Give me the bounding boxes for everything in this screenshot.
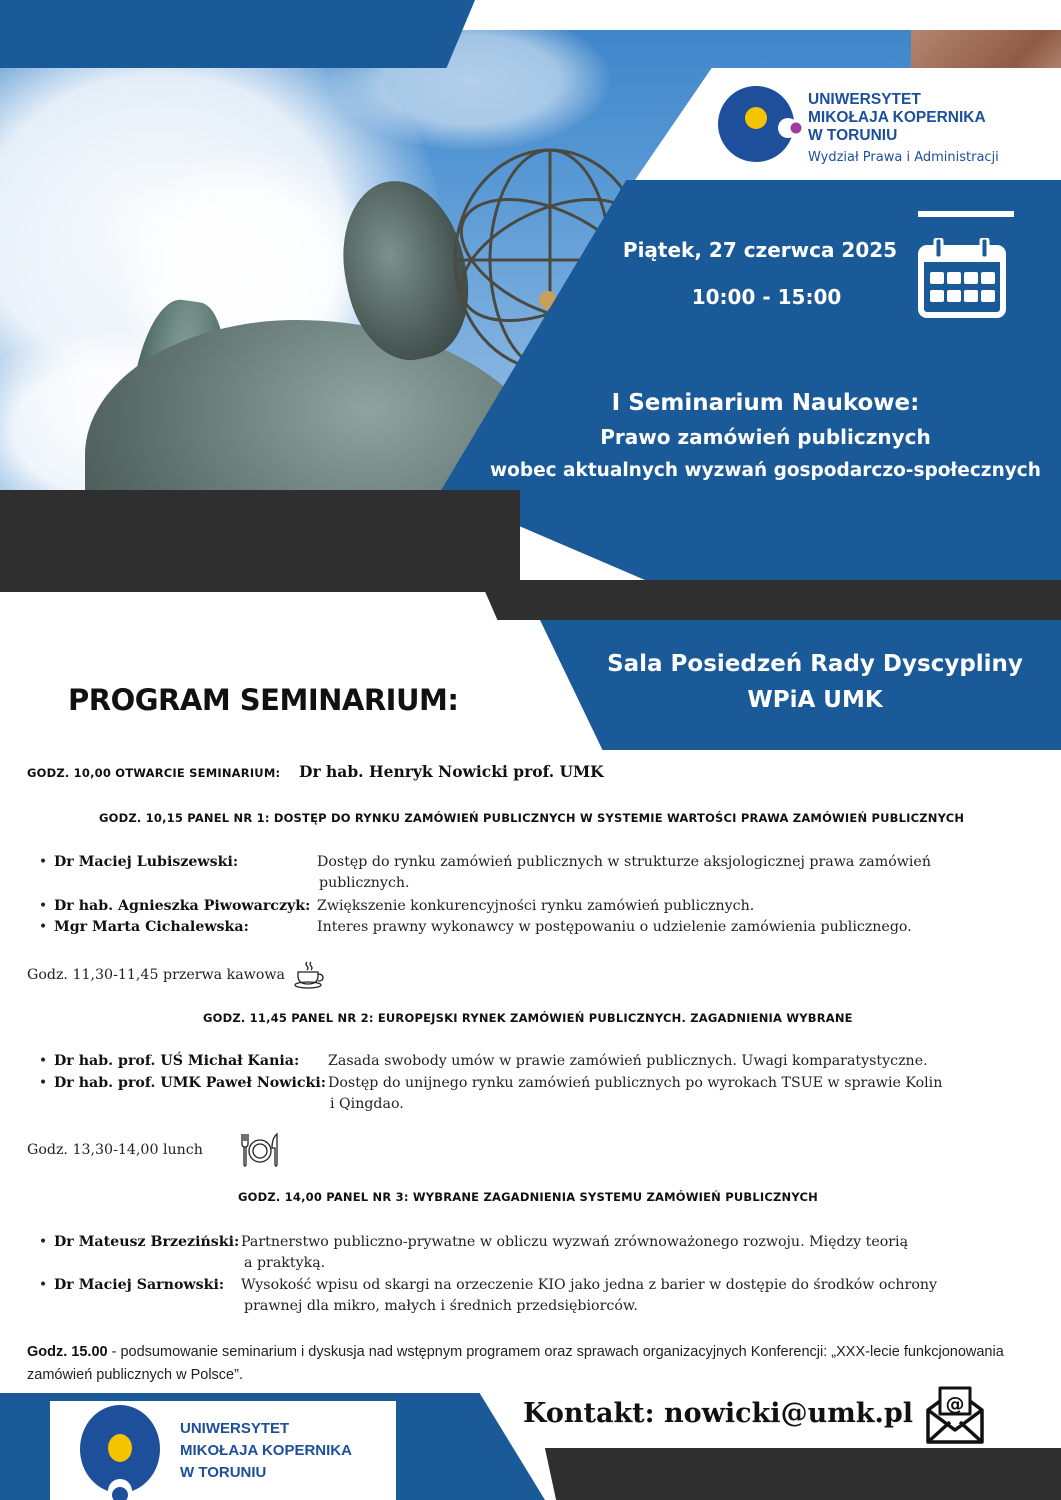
logo-line-2: MIKOŁAJA KOPERNIKA (808, 109, 986, 126)
panel-2-heading: GODZ. 11,45 PANEL NR 2: EUROPEJSKI RYNEK ZAMÓWIEŃ PUBLICZNYCH. ZAGADNIENIA WYBRANE (203, 1011, 853, 1025)
coffee-cup-icon (293, 961, 325, 989)
talk-topic-line: prawnej dla mikro, małych i średnich przedsiębiorców. (244, 1298, 638, 1314)
venue-line-2: WPiA UMK (747, 687, 883, 713)
date-decor-bar (918, 211, 1014, 217)
calendar-icon (918, 238, 1006, 318)
speaker-name: Dr hab. prof. UŚ Michał Kania: (54, 1053, 300, 1069)
envelope-at-icon (924, 1386, 986, 1446)
top-white-strip (445, 0, 1061, 30)
bullet-icon: • (38, 1053, 48, 1069)
bullet-icon: • (38, 1075, 48, 1091)
top-blue-band (0, 0, 475, 68)
seminar-title-line-3: wobec aktualnych wyzwań gospodarczo-społecznych (490, 460, 1041, 481)
venue (585, 646, 1045, 718)
seminar-title-line-1: I Seminarium Naukowe: (611, 390, 920, 416)
talk-topic-line: Dostęp do rynku zamówień publicznych w strukturze aksjologicznej prawa zamówień (317, 854, 931, 870)
talk-topic-line: Wysokość wpisu od skargi na orzeczenie KIO jako jedna z barier w dostępie do środków ochrony (241, 1277, 938, 1293)
list-item (36, 1051, 996, 1072)
plate-cutlery-icon (239, 1132, 281, 1168)
footer-logo-line-3: W TORUNIU (180, 1464, 267, 1481)
lunch-text: Godz. 13,30-14,00 lunch (27, 1142, 203, 1158)
summary-time: Godz. 15.00 (27, 1344, 108, 1360)
coffee-break (27, 961, 325, 989)
list-item (36, 896, 996, 917)
opening-label: GODZ. 10,00 OTWARCIE SEMINARIUM: (27, 766, 281, 780)
speaker-name: Dr hab. Agnieszka Piwowarczyk: (54, 898, 311, 914)
seminar-title-line-2: Prawo zamówień publicznych (600, 425, 931, 449)
list-item (36, 852, 996, 894)
talk-topic (241, 1232, 908, 1274)
talk-topic-line: publicznych. (319, 875, 410, 891)
talk-topic: Zasada swobody umów w prawie zamówień publicznych. Uwagi komparatystyczne. (328, 1053, 928, 1069)
bullet-icon: • (38, 1277, 48, 1293)
talk-topic (317, 852, 931, 894)
talk-topic-line: Partnerstwo publiczno-prywatne w obliczu wyzwań zrównoważonego rozwoju. Między teorią (241, 1234, 909, 1250)
talk-topic (328, 1073, 942, 1115)
footer-logo-text (180, 1418, 352, 1484)
footer-logo-line-2: MIKOŁAJA KOPERNIKA (180, 1442, 352, 1459)
talk-topic-line: Dostęp do unijnego rynku zamówień publicznych po wyrokach TSUE w sprawie Kolin (328, 1075, 943, 1091)
summary-text: - podsumowanie seminarium i dyskusja nad wstępnym programem oraz sprawach organizacyjnych Konferencji: „XXX-lecie funkcjonowania zamówień publicznych w Polsce”. (27, 1344, 1004, 1383)
closing-summary (27, 1341, 1027, 1387)
speaker-name: Dr Maciej Sarnowski: (54, 1277, 225, 1293)
bullet-icon: • (38, 919, 48, 935)
coffee-break-text: Godz. 11,30-11,45 przerwa kawowa (27, 967, 285, 983)
dark-band-right (480, 580, 1061, 620)
event-date: Piątek, 27 czerwca 2025 (622, 238, 898, 262)
contact-email[interactable]: Kontakt: nowicki@umk.pl (523, 1398, 914, 1429)
umk-logo-text (808, 91, 986, 145)
bullet-icon: • (38, 854, 48, 870)
event-time: 10:00 - 15:00 (691, 285, 842, 309)
faculty-name: Wydział Prawa i Administracji (808, 150, 999, 165)
opening-speaker: Dr hab. Henryk Nowicki prof. UMK (299, 762, 604, 781)
talk-topic: Interes prawny wykonawcy w postępowaniu o udzielenie zamówienia publicznego. (317, 919, 912, 935)
dark-band (0, 490, 520, 592)
umk-logo-icon (72, 1405, 168, 1500)
list-item (36, 1275, 1026, 1317)
list-item (36, 1232, 996, 1274)
panel-3-heading: GODZ. 14,00 PANEL NR 3: WYBRANE ZAGADNIENIA SYSTEMU ZAMÓWIEŃ PUBLICZNYCH (238, 1190, 818, 1204)
panel-1-heading: GODZ. 10,15 PANEL NR 1: DOSTĘP DO RYNKU ZAMÓWIEŃ PUBLICZNYCH W SYSTEMIE WARTOŚCI PRAWA ZAMÓWIEŃ PUBLICZNYCH (99, 811, 965, 825)
talk-topic-line: i Qingdao. (330, 1096, 404, 1112)
bullet-icon: • (38, 898, 48, 914)
logo-line-1: UNIWERSYTET (808, 91, 921, 108)
speaker-name: Dr hab. prof. UMK Paweł Nowicki: (54, 1075, 326, 1091)
list-item (36, 917, 996, 938)
speaker-name: Mgr Marta Cichalewska: (54, 919, 249, 935)
program-heading: PROGRAM SEMINARIUM: (68, 683, 459, 717)
venue-line-1: Sala Posiedzeń Rady Dyscypliny (607, 651, 1023, 677)
speaker-name: Dr Maciej Lubiszewski: (54, 854, 239, 870)
speaker-name: Dr Mateusz Brzeziński: (54, 1234, 240, 1250)
umk-logo-icon (718, 82, 802, 166)
svg-text:@: @ (945, 1393, 965, 1415)
logo-line-3: W TORUNIU (808, 127, 898, 144)
lunch-break (27, 1132, 281, 1168)
footer-logo-line-1: UNIWERSYTET (180, 1420, 290, 1437)
talk-topic: Zwiększenie konkurencyjności rynku zamówień publicznych. (317, 898, 755, 914)
talk-topic (241, 1275, 937, 1317)
talk-topic-line: a praktyką. (244, 1255, 326, 1271)
list-item (36, 1073, 996, 1115)
seminar-title (470, 386, 1061, 488)
bullet-icon: • (38, 1234, 48, 1250)
footer-dark-band (500, 1448, 1061, 1500)
